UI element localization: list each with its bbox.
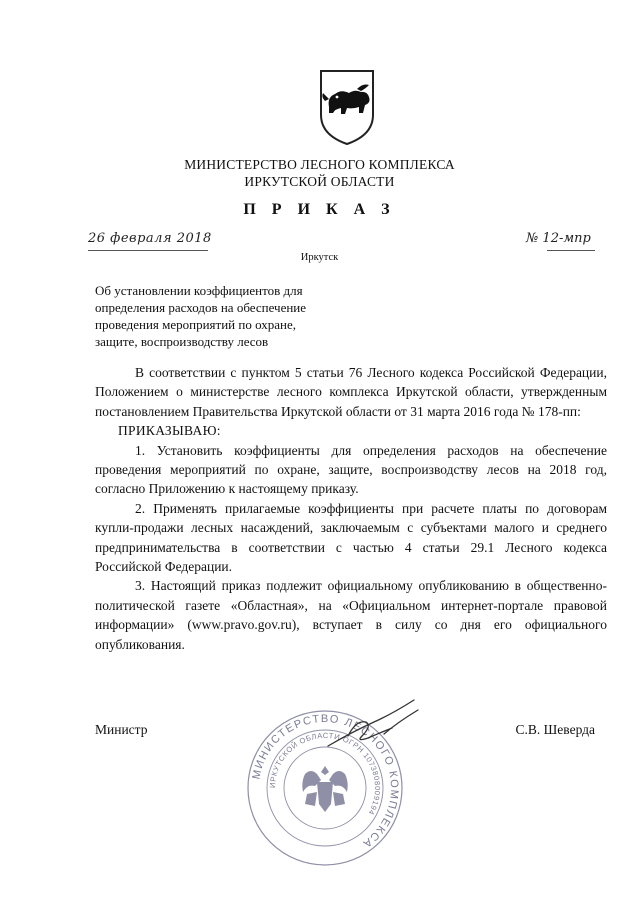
signatory-name: С.В. Шеверда <box>515 722 595 737</box>
order-subject <box>95 282 395 350</box>
order-item-2: 2. Применять прилагаемые коэффициенты при расчете платы по договорам купли-продажи лесных насаждений, заключаемым с субъектами малого и среднего предпринимательства в соответствии с частью 4 статьи 29.1 Лесного кодекса Российской Федерации. <box>95 500 607 575</box>
seal-inner-text: ИРКУТСКОЙ ОБЛАСТИ ОГРН 1073808009194 <box>267 730 383 817</box>
subject-line2: определения расходов на обеспечение <box>95 300 307 315</box>
handwritten-signature <box>322 692 432 752</box>
ministry-name-line1: МИНИСТЕРСТВО ЛЕСНОГО КОМПЛЕКСА <box>184 157 455 172</box>
subject-line4: защите, воспроизводству лесов <box>95 334 269 349</box>
subject-line3: проведения мероприятий по охране, <box>95 317 297 332</box>
order-item-1: 1. Установить коэффициенты для определения расходов на обеспечение проведения мероприятий по охране, защите, воспроизводству лесов на 2018 год, согласно Приложению к настоящему приказу. <box>95 442 607 497</box>
handwritten-date: 26 февраля 2018 <box>88 231 212 246</box>
coat-of-arms-emblem <box>317 67 377 147</box>
ministry-name-line2: ИРКУТСКОЙ ОБЛАСТИ <box>244 174 395 189</box>
order-item-3: 3. Настоящий приказ подлежит официальному опубликованию в общественно-политической газете «Областная», на «Официальном интернет-портале правовой информации» (www.pravo.gov.ru), вступает в силу со дня его официального опубликования. <box>95 578 607 652</box>
city-name: Иркутск <box>300 252 339 263</box>
handwritten-order-number: № 12-мпр <box>526 231 591 246</box>
number-underline <box>547 250 595 251</box>
ministry-name <box>0 156 639 190</box>
seal-outer-text: МИНИСТЕРСТВО ЛЕСНОГО КОМПЛЕКСА <box>250 712 401 851</box>
preamble-paragraph: В соответствии с пунктом 5 статьи 76 Лесного кодекса Российской Федерации, Положением о министерстве лесного комплекса Иркутской области, утвержденным постановлением Правительства Иркутской области от 31 марта 2016 года № 178-пп: <box>95 365 607 419</box>
signatory-position: Министр <box>95 722 148 737</box>
order-word: ПРИКАЗЫВАЮ: <box>118 423 221 439</box>
order-title: П Р И К А З <box>243 201 396 218</box>
subject-line1: Об установлении коэффициентов для <box>95 283 303 298</box>
eagle-icon <box>302 766 347 812</box>
date-underline <box>88 250 208 251</box>
order-body <box>95 363 607 654</box>
